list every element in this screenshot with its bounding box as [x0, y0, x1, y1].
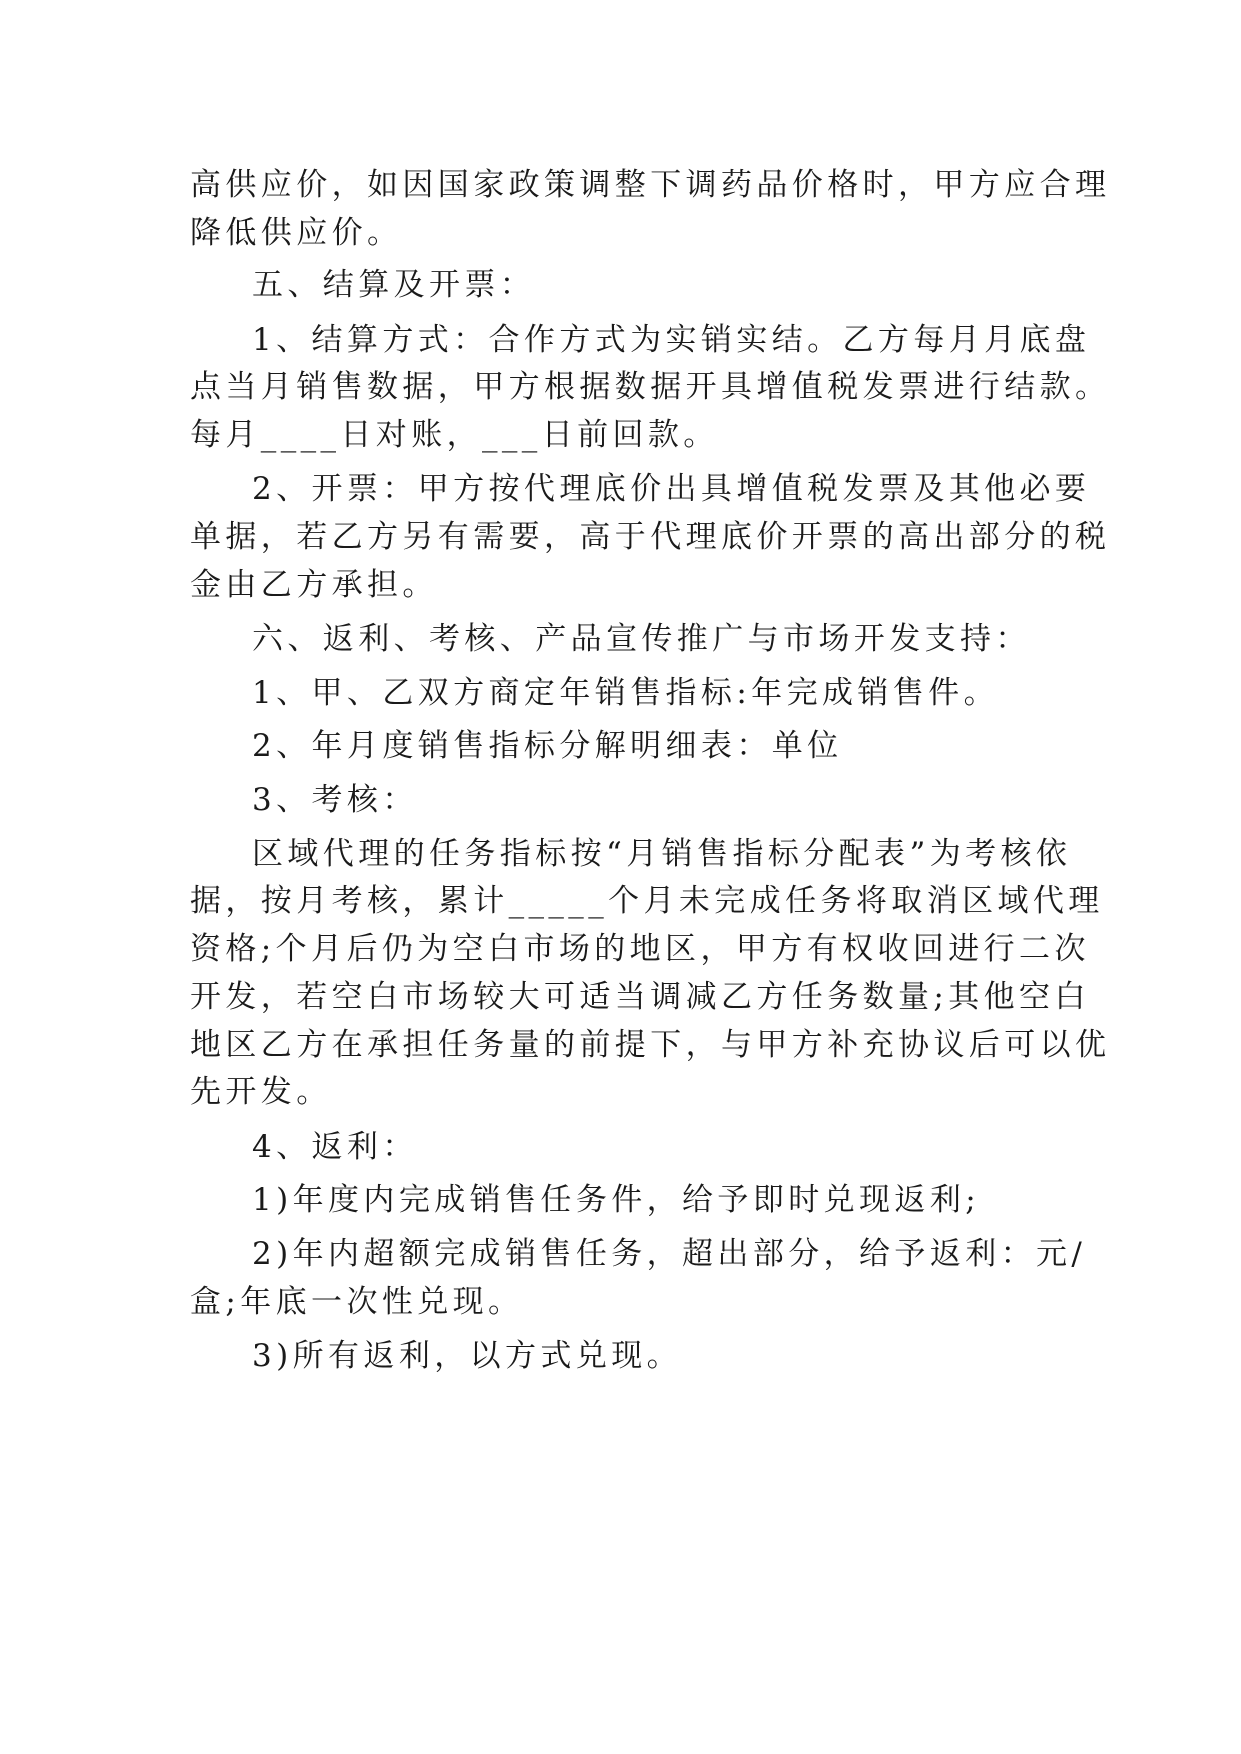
text-line: 4、返利： [252, 1129, 418, 1165]
text-line: 区域代理的任务指标按“月销售指标分配表”为考核依 [252, 836, 1072, 872]
text-line: 地区乙方在承担任务量的前提下，与甲方补充协议后可以优 [190, 1027, 1111, 1063]
text-line: 3)所有返利，以方式兑现。 [252, 1338, 683, 1374]
text-line: 1)年度内完成销售任务件，给予即时兑现返利; [252, 1182, 981, 1218]
text-line: 盒;年底一次性兑现。 [190, 1284, 524, 1320]
text-line: 资格;个月后仍为空白市场的地区，甲方有权收回进行二次 [190, 931, 1090, 967]
section-heading-five: 五、结算及开票： [252, 267, 536, 303]
text-line: 3、考核： [252, 782, 418, 818]
text-line: 点当月销售数据，甲方根据数据开具增值税发票进行结款。 [190, 369, 1111, 405]
text-line: 先开发。 [190, 1074, 332, 1110]
text-line: 金由乙方承担。 [190, 567, 438, 603]
text-line: 1、甲、乙双方商定年销售指标:年完成销售件。 [252, 675, 999, 711]
text-line: 2、年月度销售指标分解明细表：单位 [252, 728, 843, 764]
text-line: 2、开票：甲方按代理底价出具增值税发票及其他必要 [252, 471, 1091, 507]
text-line: 降低供应价。 [190, 215, 403, 251]
text-line: 开发，若空白市场较大可适当调减乙方任务数量;其他空白 [190, 979, 1090, 1015]
text-line: 单据，若乙方另有需要，高于代理底价开票的高出部分的税 [190, 519, 1111, 555]
text-line: 高供应价，如因国家政策调整下调药品价格时，甲方应合理 [190, 167, 1111, 203]
text-line: 1、结算方式：合作方式为实销实结。乙方每月月底盘 [252, 322, 1091, 358]
text-line: 2)年内超额完成销售任务，超出部分，给予返利：元/ [252, 1236, 1087, 1272]
section-heading-six: 六、返利、考核、产品宣传推广与市场开发支持： [252, 621, 1031, 657]
text-line: 据，按月考核，累计_____个月未完成任务将取消区域代理 [190, 883, 1104, 919]
text-line: 每月____日对账，___日前回款。 [190, 417, 719, 453]
